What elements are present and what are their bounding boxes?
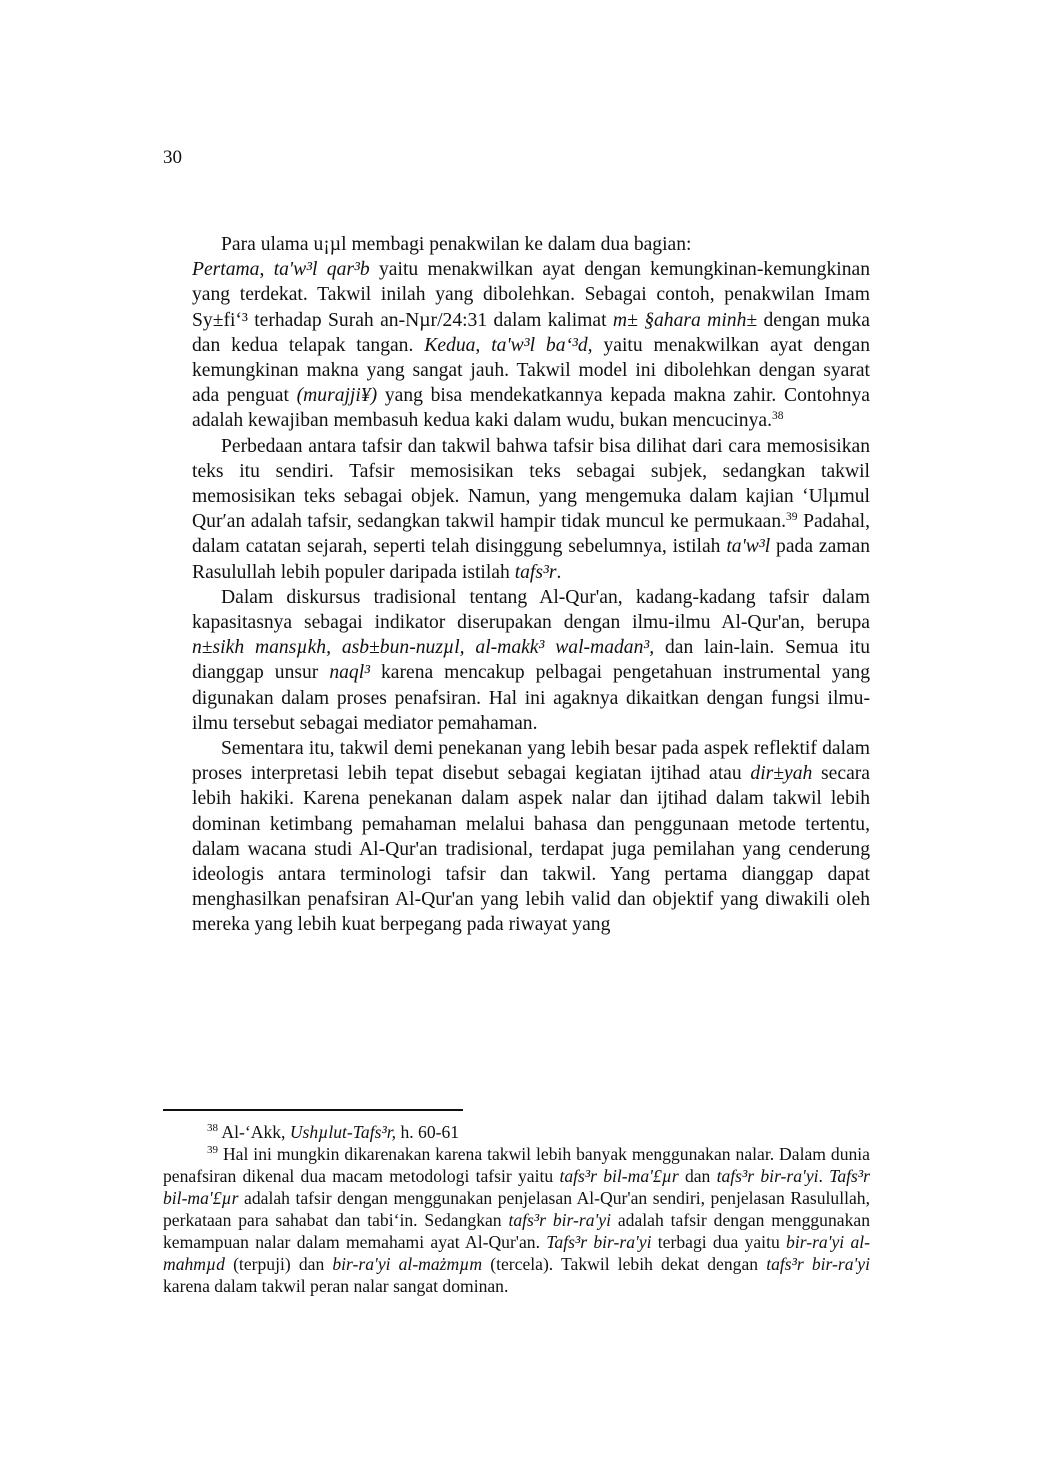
text: ,	[259, 259, 274, 281]
text: yaitu menakwilkan ayat dengan kemungkinan-kemungkinan yang terdekat. Takwil inilah yang dibolehkan. Sebagai contoh, penakwilan Imam Sy±fi‘³ terhadap Surah an-Nµr/24:31 dalam kalimat	[192, 259, 871, 331]
term: m± §ahara minh±	[612, 309, 758, 331]
term: Kedua	[424, 334, 476, 356]
footnote-number: 38	[207, 1122, 218, 1134]
text: karena mencakup pelbagai pengetahuan instrumental yang digunakan dalam proses penafsiran. Hal ini agaknya dikaitkan dengan fungsi ilmu-ilmu tersebut sebagai mediator pemahaman.	[192, 662, 870, 734]
intro-paragraph: Para ulama u¡µl membagi penakwilan ke dalam dua bagian:	[221, 234, 692, 255]
term: tafs³r bir-ra'yi	[716, 1166, 819, 1186]
body-text	[192, 232, 870, 938]
footnote-number: 39	[207, 1144, 218, 1156]
term: dir±yah	[750, 763, 813, 785]
footnote-divider	[163, 1109, 463, 1111]
footnote-39	[163, 1143, 870, 1297]
footnote-ref-39[interactable]: 39	[786, 511, 798, 524]
page-number: 30	[163, 147, 182, 168]
text: terbagi dua yaitu	[651, 1232, 787, 1252]
text: Dalam diskursus tradisional tentang Al-Qur'an, kadang-kadang tafsir dalam kapasitasnya sebagai indikator diserupakan dengan ilmu-ilmu Al-Qur'an, berupa	[192, 586, 870, 634]
text: (terpuji) dan	[224, 1254, 333, 1274]
term: ta'w³l qar³b	[273, 259, 370, 281]
text: Al-‘Akk,	[218, 1122, 290, 1142]
term: Pertama	[192, 259, 260, 281]
text: adalah tafsir dengan menggunakan kemampuan nalar dalam memahami ayat Al-Qur'an.	[163, 1210, 870, 1252]
term: tafs³r bil-ma'£µr	[559, 1166, 679, 1186]
text: Perbedaan antara tafsir dan takwil bahwa tafsir bisa dilihat dari cara memosisikan teks itu sendiri. Tafsir memosisikan teks sebagai subjek, sedangkan takwil memosisikan teks sebagai objek. Namun, yang mengemuka dalam kajian ‘Ulµmul Qur′an adalah tafsir, sedangkan takwil hampir tidak muncul ke permukaan.	[192, 435, 870, 533]
term: bir-ra'yi al-mahmµd	[163, 1232, 871, 1274]
text: dan lain-lain. Semua itu dianggap unsur	[192, 637, 870, 684]
paragraph-3	[192, 585, 870, 736]
term: tafs³r bir-ra'yi	[508, 1210, 612, 1230]
text: pada zaman Rasulullah lebih populer daripada istilah	[192, 536, 870, 583]
text: karena dalam takwil peran nalar sangat dominan.	[163, 1276, 509, 1296]
paragraph-4	[192, 736, 870, 938]
term: tafs³r	[514, 561, 557, 583]
term: ta'w³l	[726, 536, 771, 558]
text: yang bisa mendekatkannya kepada makna zahir. Contohnya adalah kewajiban membasuh kedua kaki dalam wudu, bukan mencucinya.	[192, 385, 871, 432]
term: tafs³r bir-ra'yi	[766, 1254, 871, 1274]
text: secara lebih hakiki. Karena penekanan dalam aspek nalar dan ijtihad dalam takwil lebih dominan ketimbang pemahaman melalui bahasa dan penggunaan metode tertentu, dalam wacana studi Al-Qur'an tradisional, terdapat juga pemilahan yang cenderung ideologis antara terminologi tafsir dan takwil. Yang pertama dianggap dapat menghasilkan penafsiran Al-Qur'an yang lebih valid dan objektif yang diwakili oleh mereka yang lebih kuat berpegang pada riwayat yang	[192, 763, 870, 936]
footnote-38	[163, 1121, 870, 1143]
term: ta'w³l ba‘³d,	[491, 334, 593, 356]
term: bir-ra'yi al-mażmµm	[332, 1254, 483, 1274]
term: Tafs³r bir-ra'yi	[546, 1232, 652, 1252]
text: .	[818, 1166, 830, 1186]
term: (murajji¥)	[296, 385, 378, 407]
paragraph-2	[192, 434, 870, 585]
text: dan	[678, 1166, 717, 1186]
footnote-ref-38[interactable]: 38	[772, 410, 784, 423]
text: Sementara itu, takwil demi penekanan yang lebih besar pada aspek reflektif dalam proses interpretasi lebih tepat disebut sebagai kegiatan ijtihad atau	[192, 738, 870, 785]
book-title: Ushµlut-Tafs³r,	[289, 1122, 397, 1142]
text: dengan muka dan kedua telapak tangan.	[192, 309, 870, 356]
term: Tafs³r bil-ma'£µr	[163, 1166, 871, 1208]
term: naql³	[329, 662, 371, 684]
text: h. 60-61	[396, 1122, 460, 1142]
text: yaitu menakwilkan ayat dengan kemungkinan makna yang sangat jauh. Takwil model ini dibolehkan dengan syarat ada penguat	[192, 334, 871, 407]
footnotes	[163, 1121, 870, 1297]
text: Hal ini mungkin dikarenakan karena takwil lebih banyak menggunakan nalar. Dalam dunia penafsiran dikenal dua macam metodologi tafsir yaitu	[163, 1144, 870, 1186]
text: (tercela). Takwil lebih dekat dengan	[482, 1254, 767, 1274]
text: Padahal, dalam catatan sejarah, seperti telah disinggung sebelumnya, istilah	[192, 511, 870, 558]
text: ,	[475, 334, 492, 356]
text: adalah tafsir dengan menggunakan penjelasan Al-Qur'an sendiri, penjelasan Rasulullah, perkataan para sahabat dan tabi‘in. Sedangkan	[163, 1188, 870, 1230]
paragraph-1	[192, 257, 870, 433]
term: n±sikh mansµkh, asb±bun-nuzµl, al-makk³ wal-madan³,	[192, 637, 655, 659]
text: .	[556, 561, 562, 583]
